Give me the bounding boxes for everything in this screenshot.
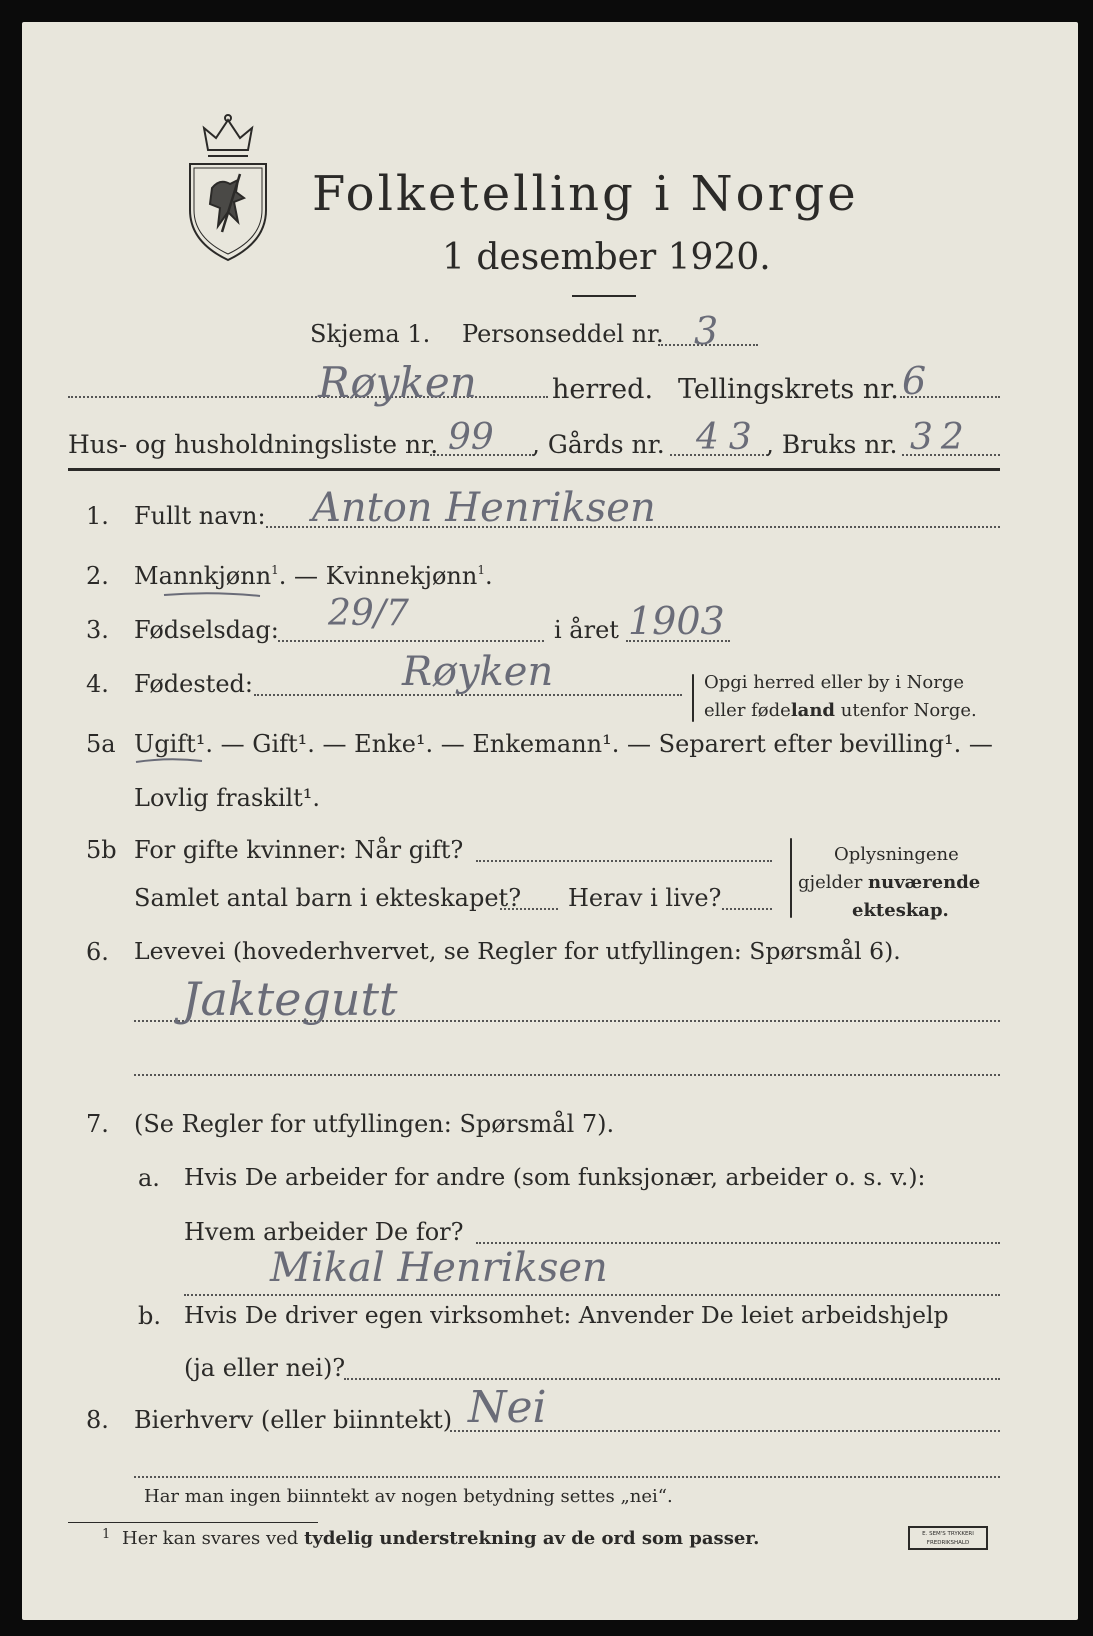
census-form-page [22, 22, 1078, 1620]
q5b-line3 [722, 908, 772, 910]
q6-line2 [134, 1074, 1000, 1076]
herred-label: herred. [552, 374, 654, 405]
q3-year-value: 1903 [628, 599, 725, 643]
q5b-note-bold: nuværende [868, 872, 981, 893]
q5b-label2: Samlet antal barn i ekteskapet? [134, 884, 522, 912]
q7-label: (Se Regler for utfyllingen: Spørsmål 7). [134, 1110, 615, 1138]
husholdningsliste-label: Hus- og husholdningsliste nr. [68, 430, 439, 459]
q5b-note-line1: Oplysningene [834, 844, 959, 865]
q2-label [134, 564, 493, 588]
q5a-options-line2[interactable]: Lovlig fraskilt¹. [134, 784, 321, 812]
q8-value: Nei [468, 1382, 547, 1433]
form-title: Folketelling i Norge [312, 166, 859, 222]
footnote-rule [68, 1522, 318, 1523]
q3-line [278, 640, 544, 642]
kvinnekjonn-option[interactable]: Kvinnekjønn [325, 562, 478, 590]
q3-year-label: i året [554, 616, 619, 644]
q7a-line [476, 1242, 1000, 1244]
q2-number: 2. [86, 562, 109, 590]
mannkjonn-option[interactable]: Mannkjønn [134, 562, 272, 590]
q5a-options[interactable]: Ugift¹. — Gift¹. — Enke¹. — Enkemann¹. — Separert efter bevilling¹. — [134, 730, 993, 758]
q4-note-brace [692, 674, 694, 722]
q8-line-extra [134, 1476, 1000, 1478]
gards-value: 43 [696, 417, 762, 458]
q5b-line2 [500, 908, 558, 910]
tellingskrets-value: 6 [902, 359, 927, 403]
gards-label: , Gårds nr. [532, 430, 665, 459]
q3-value: 29/7 [328, 593, 409, 634]
q5b-note-brace [790, 838, 792, 918]
skjema-label: Skjema 1. [310, 320, 431, 348]
title-divider [572, 295, 636, 297]
tellingskrets-label: Tellingskrets nr. [678, 374, 899, 405]
personseddel-label: Personseddel nr. [462, 320, 664, 348]
q6-label: Levevei (hovederhvervet, se Regler for utfyllingen: Spørsmål 6). [134, 937, 901, 965]
q4-label: Fødested: [134, 670, 253, 698]
q7b-line [344, 1378, 1000, 1380]
footnote-marker-bottom: 1 [102, 1527, 111, 1542]
q4-note-line2 [704, 702, 977, 720]
herred-value: Røyken [318, 358, 477, 407]
personseddel-value: 3 [694, 309, 719, 353]
q4-number: 4. [86, 670, 109, 698]
q1-number: 1. [86, 502, 109, 530]
q4-note-text: eller føde [704, 700, 791, 721]
q7b-line2: (ja eller nei)? [184, 1354, 346, 1382]
ugift-underline-mark [134, 756, 204, 766]
q5b-number: 5b [86, 836, 117, 864]
q7a-line-extra [184, 1294, 1000, 1296]
q4-note-line1: Opgi herred eller by i Norge [704, 672, 965, 693]
q7b-line1: Hvis De driver egen virksomhet: Anvender De leiet arbeidshjelp [184, 1301, 949, 1329]
q5b-label3: Herav i live? [568, 884, 722, 912]
footnote-marker: 1 [477, 563, 485, 577]
q8-note: Har man ingen biinntekt av nogen betydning settes „nei“. [144, 1486, 673, 1507]
q7a-letter: a. [138, 1164, 160, 1192]
q5b-note-line3: ekteskap. [852, 900, 949, 921]
bruks-label: , Bruks nr. [766, 430, 898, 459]
q3-number: 3. [86, 616, 109, 644]
q1-value: Anton Henriksen [312, 485, 656, 531]
form-date: 1 desember 1920. [442, 237, 771, 278]
q5b-line1 [476, 860, 772, 862]
q4-note-text-end: utenfor Norge. [835, 700, 977, 721]
printer-stamp [908, 1526, 988, 1550]
printer-stamp-line1: E. SEM'S TRYKKERI [922, 1531, 974, 1537]
q4-note-bold: land [790, 700, 836, 721]
q7a-line1: Hvis De arbeider for andre (som funksjonær, arbeider o. s. v.): [184, 1163, 926, 1191]
q7a-line2: Hvem arbeider De for? [184, 1218, 464, 1246]
q8-label: Bierhverv (eller biinntekt) [134, 1406, 453, 1434]
q1-label: Fullt navn: [134, 502, 266, 530]
q2-separator: . — [278, 562, 319, 590]
q2-end: . [484, 562, 493, 590]
q6-number: 6. [86, 938, 109, 966]
footnote-marker: 1 [271, 563, 279, 577]
q5b-label1: For gifte kvinner: Når gift? [134, 836, 464, 864]
q5b-note-line2 [798, 874, 980, 892]
bruks-value: 32 [910, 417, 972, 458]
footnote-text [122, 1530, 759, 1548]
header-rule [68, 468, 1000, 471]
q7-number: 7. [86, 1110, 109, 1138]
q4-value: Røyken [402, 649, 554, 695]
husholdningsliste-value: 99 [448, 417, 494, 458]
q7a-value: Mikal Henriksen [270, 1245, 608, 1291]
q6-value: Jaktegutt [182, 972, 398, 1026]
q8-number: 8. [86, 1406, 109, 1434]
mannkjonn-underline-mark [162, 590, 262, 600]
q5b-note-text: gjelder [798, 872, 869, 893]
q3-label: Fødselsdag: [134, 616, 279, 644]
printer-stamp-line2: FREDRIKSHALD [926, 1540, 970, 1546]
norway-coat-of-arms-icon [184, 112, 272, 262]
q7b-letter: b. [138, 1302, 161, 1330]
q5a-number: 5a [86, 730, 116, 758]
footnote-text-bold: tydelig understrekning av de ord som passer. [304, 1528, 760, 1549]
footnote-text-plain: Her kan svares ved [122, 1528, 305, 1549]
